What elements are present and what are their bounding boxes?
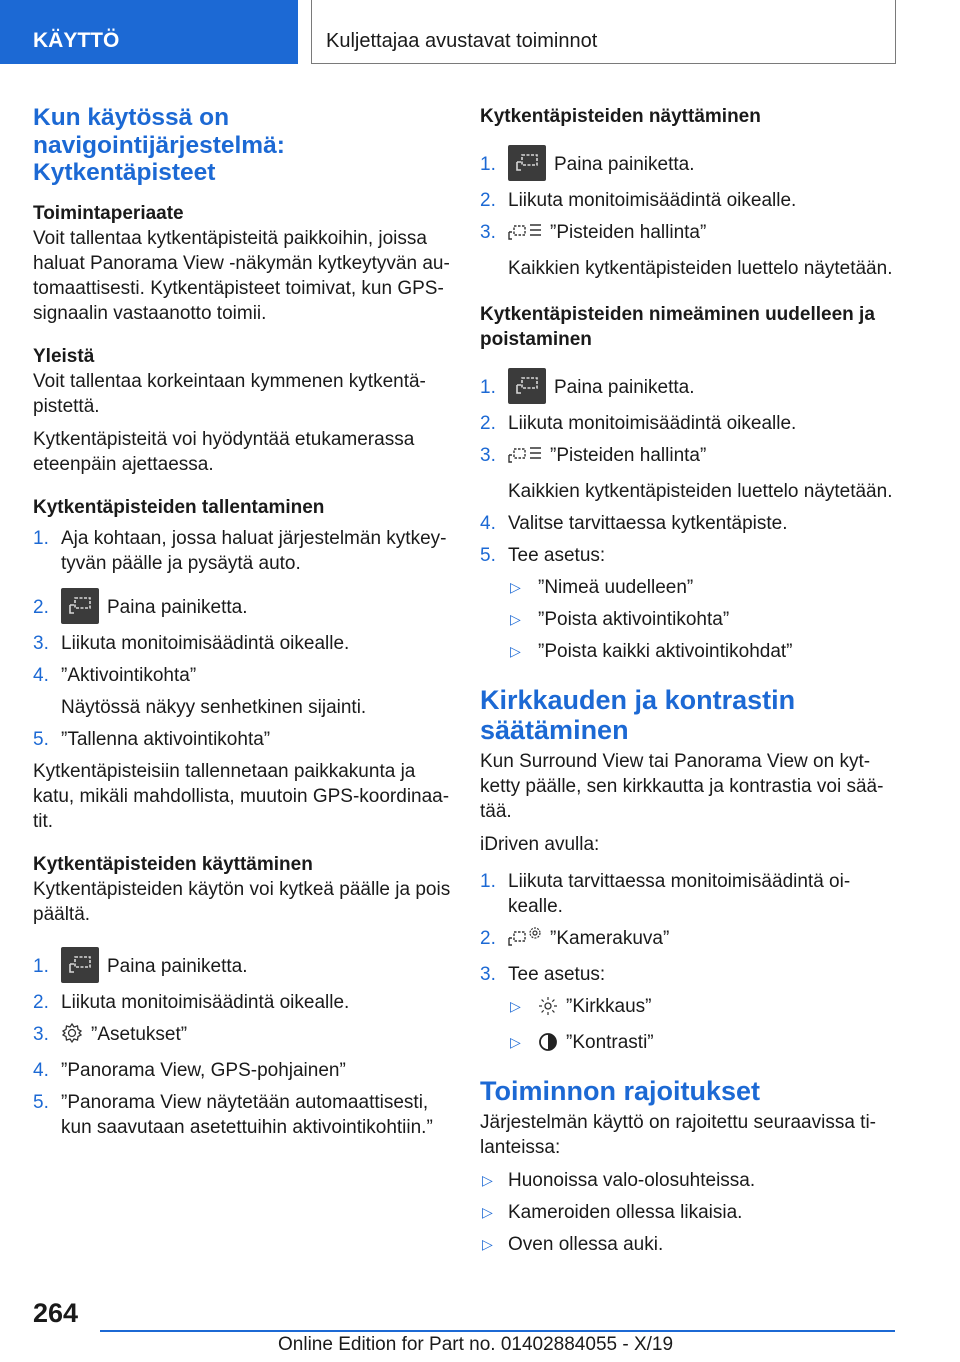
rename-options	[480, 575, 900, 664]
list-item: ▷ ”Kontrasti”	[480, 1030, 900, 1059]
list-item: 3. ”Asetukset”	[33, 1022, 451, 1051]
list-item: 2. Liikuta monitoimisäädintä oikealle.	[480, 190, 797, 211]
usage-steps	[33, 947, 451, 1140]
camera-list-icon	[508, 445, 542, 472]
list-item: 3. Tee asetus:	[480, 964, 606, 985]
limits-text: Järjestelmän käyttö on rajoitettu seuraavissa ti-lanteissa:	[480, 1112, 877, 1158]
list-item: 2. ”Kamerakuva”	[480, 926, 900, 955]
list-item: 1. Paina painiketta.	[480, 145, 900, 181]
camera-button-icon	[61, 588, 99, 624]
list-item: 4. ”Panorama View, GPS-pohjainen”	[33, 1059, 346, 1081]
display-steps	[480, 145, 900, 281]
triangle-bullet-icon: ▷	[482, 1236, 493, 1252]
section-label: KÄYTTÖ	[33, 29, 120, 52]
list-item: 5. ”Tallenna aktivointikohta”	[33, 728, 271, 750]
list-item: ▷ ”Poista aktivointikohta”	[510, 609, 730, 630]
brightness-steps	[480, 869, 900, 987]
list-item: 2. Liikuta monitoimisäädintä oikealle.	[480, 413, 797, 434]
list-item: 1. Paina painiketta.	[480, 368, 900, 404]
chapter-title: Kuljettajaa avustavat toiminnot	[326, 30, 598, 52]
page-number: 264	[33, 1298, 79, 1328]
list-item: 4. Valitse tarvittaessa kytkentäpiste.	[480, 513, 788, 534]
subheading-principle: Toimintaperiaate	[33, 202, 184, 224]
right-column	[480, 100, 900, 1264]
list-item: ▷ ”Poista kaikki aktivointikohdat”	[510, 641, 793, 662]
triangle-bullet-icon: ▷	[510, 998, 521, 1014]
footer-divider	[100, 1330, 895, 1332]
section-heading: Toiminnon rajoitukset	[480, 1076, 761, 1106]
camera-settings-icon	[508, 926, 542, 955]
list-item: 5. Tee asetus:	[480, 545, 606, 566]
camera-button-icon	[508, 145, 546, 181]
triangle-bullet-icon: ▷	[482, 1204, 493, 1220]
list-item: ▷ Huonoissa valo-olosuhteissa.	[482, 1170, 756, 1191]
triangle-bullet-icon: ▷	[510, 643, 521, 659]
limits-list	[480, 1168, 900, 1257]
list-item: 3. ”Pisteiden hallinta” Kaikkien kytkentäpisteiden luettelo näytetään.	[480, 445, 893, 502]
list-item: 2. Paina painiketta.	[33, 588, 451, 624]
brightness-text: Kun Surround View tai Panorama View on kyt-ketty päälle, sen kirkkautta ja kontrastia voi sää-tää.	[480, 751, 884, 822]
idrive-text: iDriven avulla:	[480, 834, 600, 855]
rename-steps	[480, 368, 900, 568]
chapter-header	[311, 0, 896, 64]
section-tab	[0, 0, 298, 64]
triangle-bullet-icon: ▷	[510, 579, 521, 595]
subheading-save: Kytkentäpisteiden tallentaminen	[33, 496, 325, 518]
left-column	[33, 100, 451, 1147]
save-steps	[33, 526, 451, 752]
section-heading: Kirkkauden ja kontrastin säätäminen	[480, 685, 796, 745]
list-item: 2. Liikuta monitoimisäädintä oikealle.	[33, 991, 350, 1013]
triangle-bullet-icon: ▷	[482, 1172, 493, 1188]
list-item: ▷ ”Kirkkaus”	[480, 994, 900, 1023]
subheading-display: Kytkentäpisteiden näyttäminen	[480, 106, 761, 127]
principle-text: Voit tallentaa kytkentäpisteitä paikkoihin, joissa haluat Panorama View ‑näkymän kytkeytyvän au-tomaattisesti. Kytkentäpisteet toimivat, kun GPS-signaalin vastaanotto toimii.	[33, 227, 450, 324]
footer-edition: Online Edition for Part no. 01402884055 - X/19	[278, 1334, 674, 1355]
usage-text: Kytkentäpisteiden käytön voi kytkeä päälle ja pois päältä.	[33, 878, 451, 925]
general-text-1: Voit tallentaa korkeintaan kymmenen kytkentä-pistettä.	[33, 370, 426, 417]
triangle-bullet-icon: ▷	[510, 1034, 521, 1050]
camera-button-icon	[508, 368, 546, 404]
save-after-text: Kytkentäpisteisiin tallennetaan paikkakunta ja katu, mikäli mahdollista, muutoin GPS-koordinaa-tit.	[33, 760, 450, 832]
list-item: 1. Aja kohtaan, jossa haluat järjestelmän kytkey-tyvän päälle ja pysäytä auto.	[33, 527, 447, 574]
subheading-usage: Kytkentäpisteiden käyttäminen	[33, 853, 313, 875]
sun-icon	[538, 996, 558, 1023]
camera-list-icon	[508, 222, 542, 249]
list-item: ▷ Kameroiden ollessa likaisia.	[482, 1202, 743, 1223]
general-text-2: Kytkentäpisteitä voi hyödyntää etukamerassa eteenpäin ajettaessa.	[33, 428, 415, 475]
camera-button-icon	[61, 947, 99, 983]
list-item: ▷ Oven ollessa auki.	[482, 1234, 664, 1255]
triangle-bullet-icon: ▷	[510, 611, 521, 627]
section-heading: Kun käytössä on navigointijärjestelmä: Kytkentäpisteet	[33, 104, 285, 186]
contrast-icon	[538, 1032, 558, 1059]
list-item: 3. Liikuta monitoimisäädintä oikealle.	[33, 632, 350, 654]
list-item: 1. Liikuta tarvittaessa monitoimisäädintä oi-kealle.	[480, 871, 851, 917]
subheading-rename: Kytkentäpisteiden nimeäminen uudelleen ja poistaminen	[480, 304, 875, 350]
list-item: ▷ ”Nimeä uudelleen”	[510, 577, 694, 598]
brightness-options	[480, 994, 900, 1059]
subheading-general: Yleistä	[33, 345, 95, 367]
list-item: 3. ”Pisteiden hallinta” Kaikkien kytkentäpisteiden luettelo näytetään.	[480, 222, 893, 279]
list-item: 4. ”Aktivointikohta” Näytössä näkyy senhetkinen sijainti.	[33, 664, 367, 718]
list-item: 1. Paina painiketta.	[33, 947, 451, 983]
list-item: 5. ”Panorama View näytetään automaattisesti, kun saavutaan asetettuihin aktivointikohtiin.”	[33, 1091, 433, 1138]
gear-icon	[61, 1022, 83, 1051]
